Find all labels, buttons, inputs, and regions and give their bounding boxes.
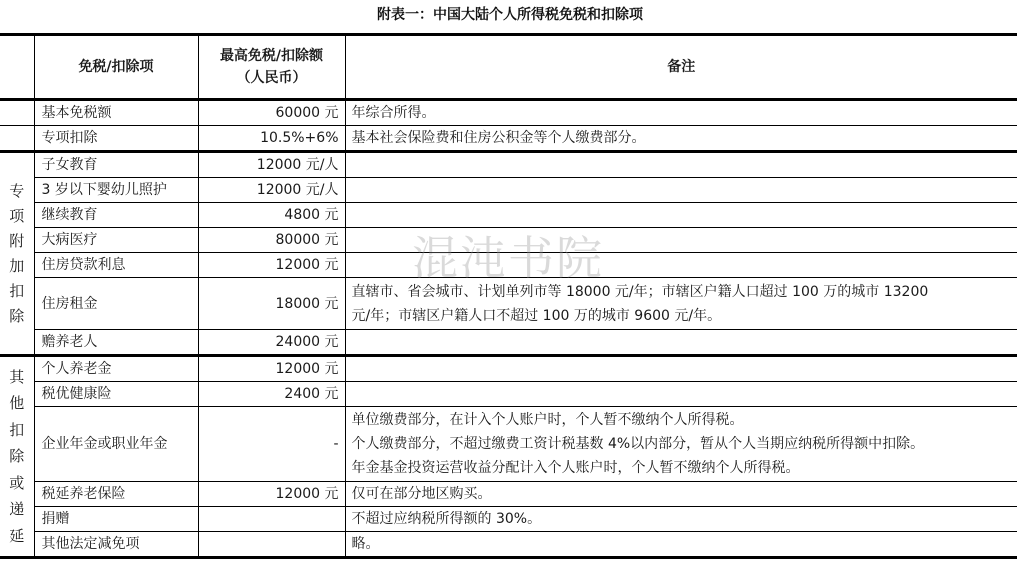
table-row [0,178,1017,203]
table-row [0,203,1017,228]
item-cell: 基本免税额 [34,100,198,126]
group-char: 附 [9,231,25,250]
note-cell [345,178,1017,203]
amount-cell [198,507,345,532]
note-line: 年金基金投资运营收益分配计入个人账户时，个人暂不缴纳个人所得税。 [351,460,800,476]
amount-cell: 60000 元 [198,100,345,126]
group-char: 其 [9,367,25,386]
group-char: 递 [9,500,25,519]
note-line: 元/年；市辖区户籍人口不超过 100 万的城市 9600 元/年。 [351,307,722,324]
group-char: 或 [9,473,25,492]
item-cell: 子女教育 [34,152,198,178]
amount-cell: 24000 元 [198,330,345,356]
group-char: 除 [9,447,25,466]
table-title [0,4,1020,24]
table-row [0,330,1017,356]
note-cell: 略。 [345,532,1017,558]
group-char: 他 [9,394,25,413]
header-item: 免税/扣除项 [34,35,198,100]
group-char: 扣 [9,420,25,439]
table-row [0,382,1017,407]
header-amount-line1: 最高免税/扣除额 [219,48,324,64]
amount-cell: - [198,407,345,482]
item-cell: 税延养老保险 [34,482,198,507]
header-group-cell [0,35,34,100]
amount-cell: 12000 元 [198,253,345,278]
note-cell [345,382,1017,407]
item-cell: 其他法定减免项 [34,532,198,558]
note-cell [345,330,1017,356]
note-cell [345,152,1017,178]
note-cell [345,356,1017,382]
item-cell: 住房贷款利息 [34,253,198,278]
group-char: 除 [9,306,25,325]
table-row [0,278,1017,330]
amount-cell: 2400 元 [198,382,345,407]
group-char: 扣 [9,281,25,300]
note-cell: 不超过应纳税所得额的 30%。 [345,507,1017,532]
amount-cell: 12000 元/人 [198,178,345,203]
amount-cell: 12000 元/人 [198,152,345,178]
table-row [0,532,1017,558]
item-cell: 继续教育 [34,203,198,228]
watermark: 混沌书院 [412,231,604,285]
group-label-other-deduction-or-deferral [0,356,34,558]
note-cell-multiline [345,278,1017,330]
note-cell [345,203,1017,228]
table-row [0,228,1017,253]
group-char: 延 [9,526,25,545]
item-cell: 企业年金或职业年金 [34,407,198,482]
item-cell: 大病医疗 [34,228,198,253]
group-char: 专 [9,181,25,200]
item-cell: 3 岁以下婴幼儿照护 [34,178,198,203]
note-line: 直辖市、省会城市、计划单列市等 18000 元/年；市辖区户籍人口超过 100 万的城市 13200 [351,283,929,300]
note-cell-multiline [345,407,1017,482]
table-row [0,507,1017,532]
item-cell: 捐赠 [34,507,198,532]
table-row [0,126,1017,152]
group-char: 项 [9,206,25,225]
note-cell: 年综合所得。 [345,100,1017,126]
amount-cell: 12000 元 [198,482,345,507]
item-cell: 赡养老人 [34,330,198,356]
item-cell: 个人养老金 [34,356,198,382]
item-cell: 住房租金 [34,278,198,330]
note-cell: 仅可在部分地区购买。 [345,482,1017,507]
header-note: 备注 [345,35,1017,100]
amount-cell: 10.5%+6% [198,126,345,152]
note-line: 个人缴费部分，不超过缴费工资计税基数 4%以内部分，暂从个人当期应纳税所得额中扣除。 [351,436,925,452]
header-amount [198,35,345,100]
table-row [0,407,1017,482]
note-cell [345,228,1017,253]
table-row [0,253,1017,278]
table-title-text: 附表一：中国大陆个人所得税免税和扣除项 [377,7,643,23]
table-row [0,482,1017,507]
note-cell [345,253,1017,278]
item-cell: 税优健康险 [34,382,198,407]
table-row [0,356,1017,382]
note-cell: 基本社会保险费和住房公积金等个人缴费部分。 [345,126,1017,152]
amount-cell: 12000 元 [198,356,345,382]
amount-cell: 80000 元 [198,228,345,253]
amount-cell: 18000 元 [198,278,345,330]
note-line: 单位缴费部分，在计入个人账户时，个人暂不缴纳个人所得税。 [351,412,744,428]
group-char: 加 [9,256,25,275]
item-cell: 专项扣除 [34,126,198,152]
table-row [0,152,1017,178]
header-row [0,35,1017,100]
amount-cell [198,532,345,558]
group-cell-empty [0,126,34,152]
group-cell-empty [0,100,34,126]
header-amount-line2: （人民币） [236,70,307,86]
amount-cell: 4800 元 [198,203,345,228]
group-label-special-additional-deduction [0,152,34,356]
table-row [0,100,1017,126]
tax-deduction-table [0,33,1017,559]
